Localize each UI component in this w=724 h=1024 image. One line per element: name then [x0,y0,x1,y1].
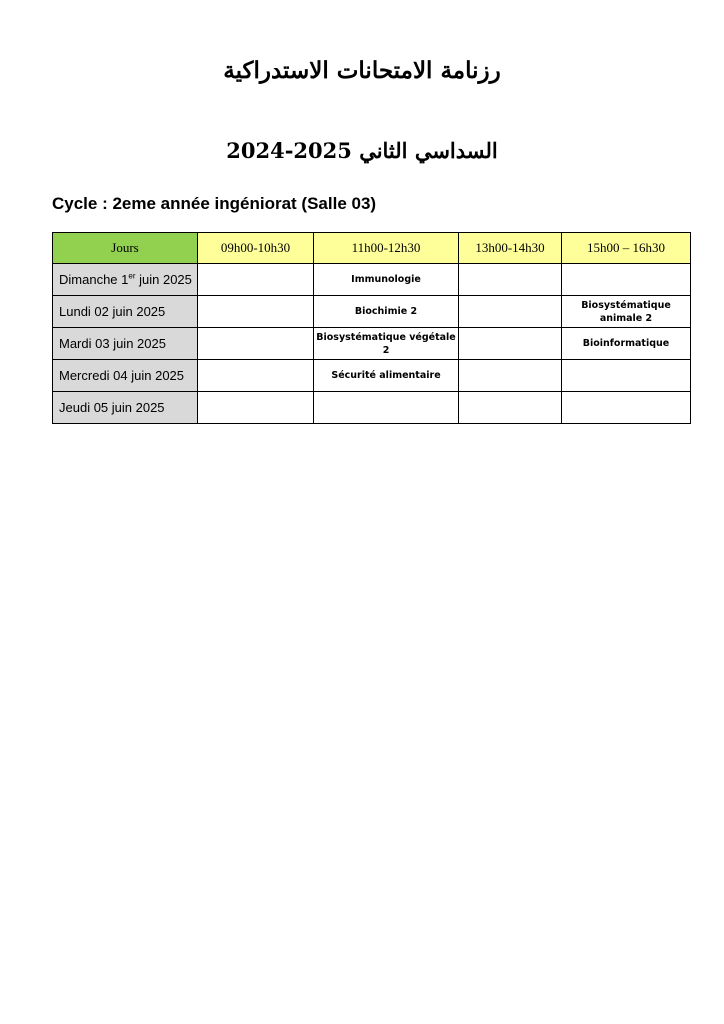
table-row [53,264,691,296]
day-text-suffix: juin 2025 [135,271,192,287]
exam-cell [459,392,562,424]
column-header-slot-2: 11h00-12h30 [314,233,459,264]
exam-cell [198,360,314,392]
column-header-slot-1: 09h00-10h30 [198,233,314,264]
exam-cell [314,392,459,424]
column-header-slot-4: 15h00 – 16h30 [562,233,691,264]
exam-cell [459,264,562,296]
day-text: Jeudi 05 juin 2025 [59,399,165,415]
exam-cell [459,328,562,360]
exam-cell: Immunologie [314,264,459,296]
day-text: Mercredi 04 juin 2025 [59,367,185,383]
day-cell [53,360,198,392]
academic-year: 2024-2025 [226,138,352,163]
day-text: Mardi 03 juin 2025 [59,335,166,351]
exam-cell [198,264,314,296]
day-cell [53,392,198,424]
table-row [53,360,691,392]
day-text: Dimanche 1 [59,271,129,287]
exam-cell [562,392,691,424]
exam-cell [459,296,562,328]
column-header-day: Jours [53,233,198,264]
day-cell [53,328,198,360]
exam-cell: Biochimie 2 [314,296,459,328]
semester-heading [0,134,724,168]
exam-cell [459,360,562,392]
exam-cell [198,296,314,328]
table-header-row [53,233,691,264]
day-text: Lundi 02 juin 2025 [59,303,166,319]
exam-cell: Biosystématique végétale 2 [314,328,459,360]
table-row [53,296,691,328]
exam-cell: Bioinformatique [562,328,691,360]
page-title: رزنامة الامتحانات الاستدراكية [223,57,501,84]
table-row [53,328,691,360]
semester-label: السداسي الثاني [359,138,498,163]
exam-cell [562,264,691,296]
exam-cell [198,328,314,360]
day-cell [53,264,198,296]
exam-cell: Sécurité alimentaire [314,360,459,392]
cycle-line: Cycle : 2eme année ingéniorat (Salle 03) [52,194,377,213]
column-header-slot-3: 13h00-14h30 [459,233,562,264]
exam-schedule-table [52,232,691,424]
day-cell [53,296,198,328]
table-row [53,392,691,424]
exam-cell [198,392,314,424]
exam-cell [562,360,691,392]
day-ordinal: er [128,271,136,281]
exam-cell: Biosystématique animale 2 [562,296,691,328]
